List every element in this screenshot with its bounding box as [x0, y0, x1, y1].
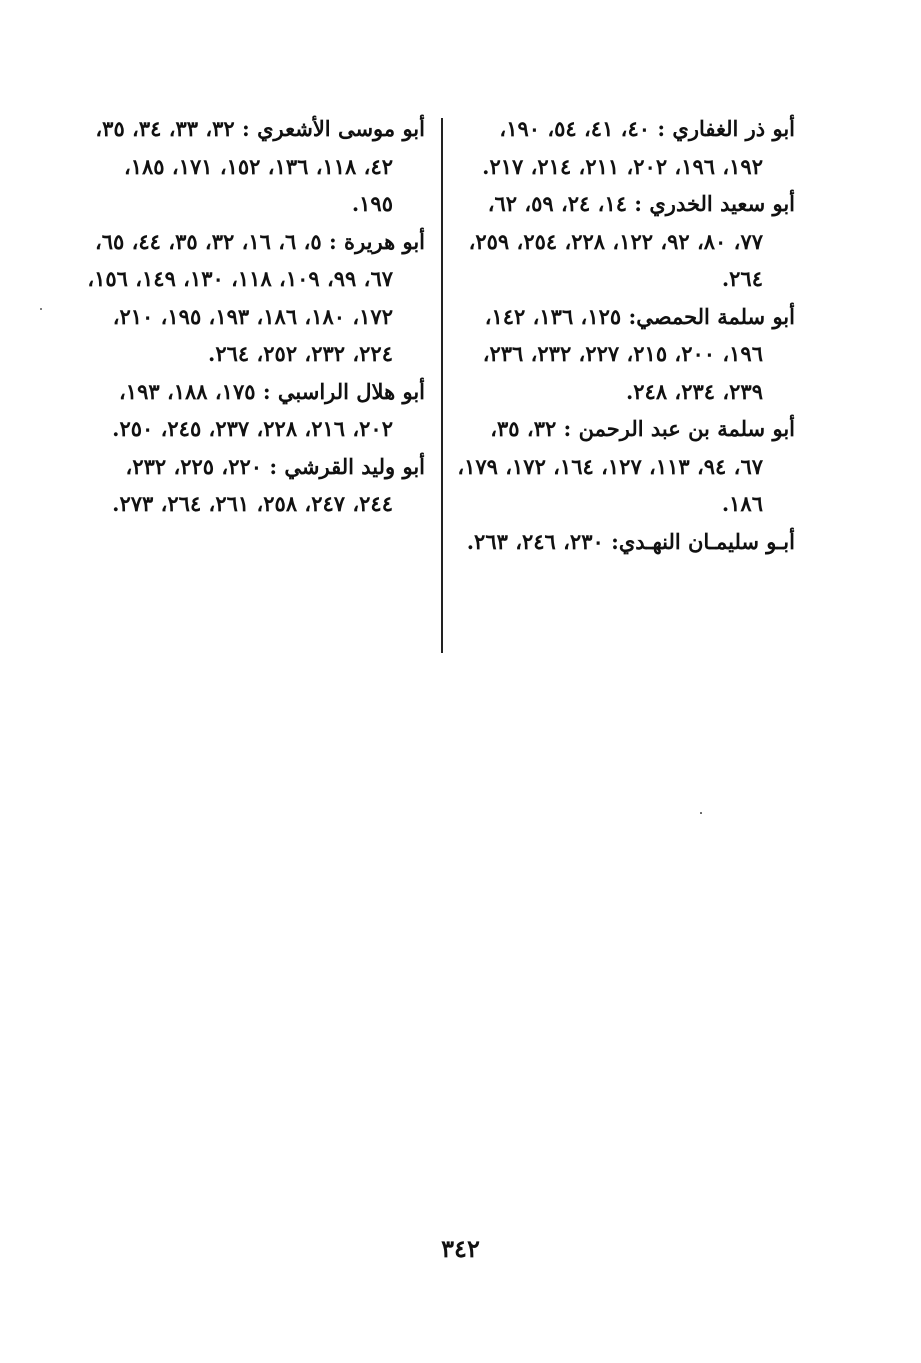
left-column [85, 110, 425, 523]
entry-text: أبـو سليمـان النهـدي: ٢٣٠، ٢٤٦، ٢٦٣. [466, 528, 795, 554]
entry-text: أبو هلال الراسبي : ١٧٥، ١٨٨، ١٩٣، ٢٠٢، ٢١٦، ٢٢٨، ٢٣٧، ٢٤٥، ٢٥٠. [112, 378, 425, 441]
index-entry [85, 223, 425, 373]
entry-text: أبو وليد القرشي : ٢٢٠، ٢٢٥، ٢٣٢، ٢٤٤، ٢٤٧، ٢٥٨، ٢٦١، ٢٦٤، ٢٧٣. [112, 453, 425, 516]
index-entry [455, 523, 795, 561]
entry-text: أبو موسى الأشعري : ٣٢، ٣٣، ٣٤، ٣٥، ٤٢، ١١٨، ١٣٦، ١٥٢، ١٧١، ١٨٥، ١٩٥. [95, 116, 425, 216]
right-column [455, 110, 795, 560]
column-divider [441, 118, 443, 653]
index-entry [455, 410, 795, 523]
index-entry [85, 373, 425, 448]
index-entry [85, 448, 425, 523]
index-entry [85, 110, 425, 223]
entry-text: أبو سلمة بن عبد الرحمن : ٣٢، ٣٥، ٦٧، ٩٤، ١١٣، ١٢٧، ١٦٤، ١٧٢، ١٧٩، ١٨٦. [457, 416, 795, 516]
entry-text: أبو سلمة الحمصي: ١٢٥، ١٣٦، ١٤٢، ١٩٦، ٢٠٠، ٢١٥، ٢٢٧، ٢٣٢، ٢٣٦، ٢٣٩، ٢٣٤، ٢٤٨. [482, 303, 795, 404]
scan-speck [40, 308, 42, 310]
page-number: ٣٤٢ [441, 1234, 480, 1263]
index-entry [455, 298, 795, 411]
scan-speck [700, 812, 702, 814]
entry-text: أبو ذر الغفاري : ٤٠، ٤١، ٥٤، ١٩٠، ١٩٢، ١٩٦، ٢٠٢، ٢١١، ٢١٤، ٢١٧. [482, 116, 795, 179]
index-entry [455, 185, 795, 298]
entry-text: أبو هريرة : ٥، ٦، ١٦، ٣٢، ٣٥، ٤٤، ٦٥، ٦٧، ٩٩، ١٠٩، ١١٨، ١٣٠، ١٤٩، ١٥٦، ١٧٢، ١٨٠، ١٨٦، ١٩٣، ١٩٥، ٢١٠، ٢٢٤، ٢٣٢، ٢٥٢، ٢٦٤. [87, 228, 425, 366]
entry-text: أبو سعيد الخدري : ١٤، ٢٤، ٥٩، ٦٢، ٧٧، ٨٠، ٩٢، ١٢٢، ٢٢٨، ٢٥٤، ٢٥٩، ٢٦٤. [468, 191, 795, 291]
index-entry [455, 110, 795, 185]
